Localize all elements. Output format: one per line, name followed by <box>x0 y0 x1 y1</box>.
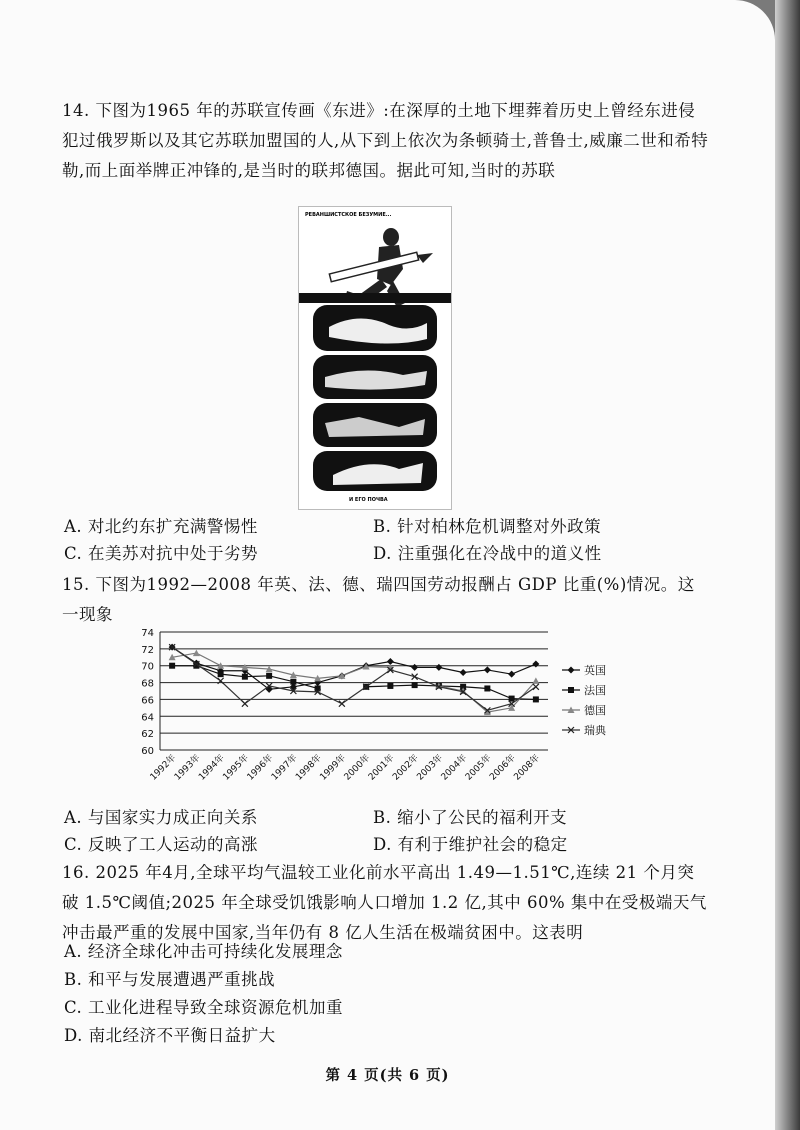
data-point <box>290 679 296 685</box>
x-tick-label: 2000年 <box>342 753 373 783</box>
x-tick-label: 1999年 <box>318 753 348 783</box>
data-point <box>411 664 418 671</box>
poster-image <box>298 206 452 510</box>
data-point <box>532 677 539 684</box>
page-footer: 第 4 页(共 6 页) <box>325 1067 450 1084</box>
question-15-text: 15. 下图为1992—2008 年英、法、德、瑞四国劳动报酬占 GDP 比重(%)情况。这一现象 <box>62 575 695 624</box>
poster-caption-top: РЕВАНШИСТСКОЕ БЕЗУМИЕ... <box>305 212 392 218</box>
legend-marker <box>568 667 575 674</box>
y-tick-label: 72 <box>141 644 154 656</box>
data-point <box>193 650 200 657</box>
data-point <box>412 682 418 688</box>
legend-label: 英国 <box>584 664 606 677</box>
data-point <box>533 696 539 702</box>
x-tick-label: 2006年 <box>488 753 518 783</box>
q16-option-a[interactable]: A. 经济全球化冲击可持续化发展理念 <box>64 942 343 961</box>
labor-share-chart <box>120 620 606 790</box>
x-tick-label: 1998年 <box>294 753 324 783</box>
legend-label: 德国 <box>584 704 606 717</box>
x-tick-label: 1993年 <box>172 753 203 783</box>
q15-option-a[interactable]: A. 与国家实力成正向关系 <box>64 808 258 827</box>
x-tick-label: 2008年 <box>512 753 542 783</box>
data-point <box>533 684 539 690</box>
data-point <box>169 663 175 669</box>
x-tick-label: 1994年 <box>197 753 227 783</box>
question-14-text: 14. 下图为1965 年的苏联宣传画《东进》:在深厚的土地下埋葬着历史上曾经东进侵犯过俄罗斯以及其它苏联加盟国的人,从下到上依次为条顿骑士,普鲁士,威廉二世和希特勒,而上面举牌正冲锋的,是当时的联邦德国。据此可知,当时的苏联 <box>62 101 709 180</box>
x-tick-label: 2002年 <box>391 753 421 783</box>
page-edge-shadow <box>775 0 800 1130</box>
x-tick-label: 2001年 <box>366 753 397 783</box>
legend-marker <box>568 687 574 693</box>
data-point <box>509 696 515 702</box>
q14-option-d[interactable]: D. 注重强化在冷战中的道义性 <box>373 544 602 563</box>
data-point <box>484 666 491 673</box>
x-tick-label: 2005年 <box>463 753 494 783</box>
y-tick-label: 62 <box>141 729 154 741</box>
x-tick-label: 1996年 <box>245 753 276 783</box>
data-point <box>339 701 345 707</box>
q16-option-d[interactable]: D. 南北经济不平衡日益扩大 <box>64 1026 276 1045</box>
poster-caption-bottom: И ЕГО ПОЧВА <box>349 497 388 503</box>
data-point <box>484 685 490 691</box>
x-tick-label: 1997年 <box>269 753 300 783</box>
data-point <box>242 701 248 707</box>
buried-layers <box>313 305 437 491</box>
series-line-瑞典 <box>172 647 536 710</box>
y-tick-label: 74 <box>141 628 154 639</box>
y-tick-label: 64 <box>141 712 154 724</box>
y-tick-label: 60 <box>141 746 154 757</box>
x-tick-label: 2004年 <box>439 753 470 783</box>
data-point <box>242 674 248 680</box>
q16-option-c[interactable]: C. 工业化进程导致全球资源危机加重 <box>64 998 344 1017</box>
legend-label: 法国 <box>584 684 606 697</box>
data-point <box>266 673 272 679</box>
data-point <box>460 669 467 676</box>
x-tick-label: 1995年 <box>221 753 251 783</box>
q15-option-c[interactable]: C. 反映了工人运动的高涨 <box>64 835 259 854</box>
q15-option-d[interactable]: D. 有利于维护社会的稳定 <box>373 835 568 854</box>
y-tick-label: 70 <box>141 661 154 673</box>
q16-option-b[interactable]: B. 和平与发展遭遇严重挑战 <box>64 970 276 989</box>
q14-option-c[interactable]: C. 在美苏对抗中处于劣势 <box>64 544 259 563</box>
data-point <box>435 664 442 671</box>
legend-label: 瑞典 <box>584 724 606 737</box>
y-tick-label: 66 <box>141 695 154 707</box>
x-tick-label: 1992年 <box>148 753 179 783</box>
question-16-text: 16. 2025 年4月,全球平均气温较工业化前水平高出 1.49—1.51℃,连续 21 个月突破 1.5℃阈值;2025 年全球受饥饿影响人口增加 1.2 亿,其中 60% 集中在受极端天气冲击最严重的发展中国家,当年仍有 8 亿人生活在极端贫困中。这表明 <box>62 863 707 942</box>
data-point <box>387 683 393 689</box>
q15-option-b[interactable]: B. 缩小了公民的福利开支 <box>373 808 568 827</box>
y-tick-label: 68 <box>141 678 154 690</box>
q14-option-a[interactable]: A. 对北约东扩充满警惕性 <box>64 517 258 536</box>
data-point <box>218 671 224 677</box>
q14-option-b[interactable]: B. 针对柏林危机调整对外政策 <box>373 517 602 536</box>
data-point <box>508 671 515 678</box>
data-point <box>532 661 539 668</box>
x-tick-label: 2003年 <box>415 753 445 783</box>
